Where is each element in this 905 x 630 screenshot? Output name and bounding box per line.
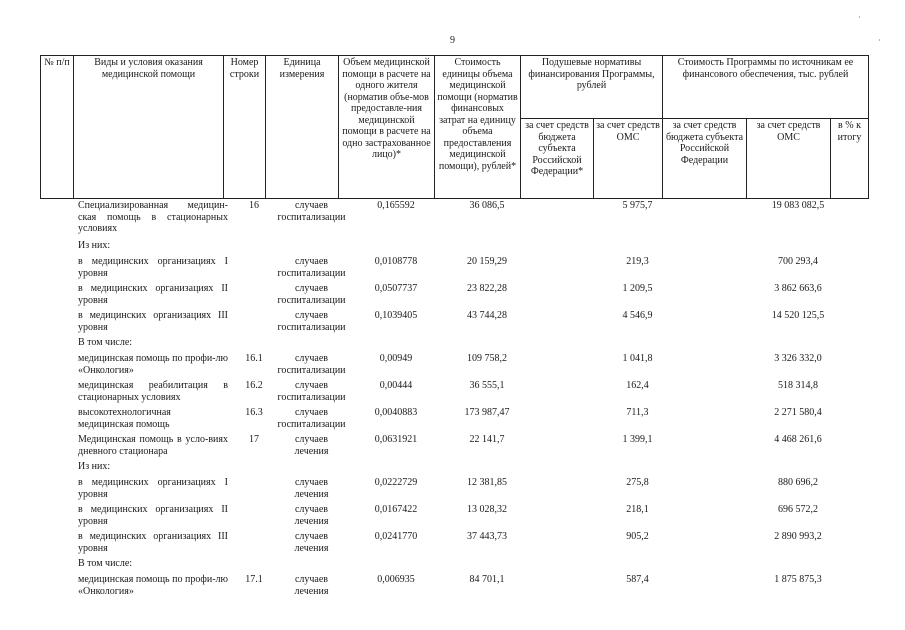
cell-name: в медицинских организациях II уровня xyxy=(78,504,228,527)
cell-name: медицинская реабилитация в стационарных условиях xyxy=(78,380,228,403)
cell-prog-budget xyxy=(672,477,756,504)
cell-pc-oms: 5 975,7 xyxy=(622,200,653,211)
table-rows xyxy=(40,200,878,601)
cell-volume: 0,0040883 xyxy=(374,407,418,418)
cell-prog-oms: 880 696,2 xyxy=(778,477,818,488)
cell-volume xyxy=(348,558,444,574)
table-row xyxy=(40,310,878,337)
cell-pc-oms xyxy=(603,558,672,574)
cell-pc-budget xyxy=(530,477,603,504)
cell-line xyxy=(233,337,275,353)
table-row xyxy=(40,283,878,310)
table-row xyxy=(40,380,878,407)
cell-line xyxy=(233,461,275,477)
cell-prog-pct xyxy=(840,337,878,353)
cell-volume: 0,1039405 xyxy=(374,310,418,321)
cell-prog-budget xyxy=(672,461,756,477)
cell-pc-oms: 587,4 xyxy=(626,574,649,585)
cell-cost: 20 159,29 xyxy=(467,256,507,267)
cell-prog-oms: 3 326 332,0 xyxy=(774,353,822,364)
cell-name: В том числе: xyxy=(78,337,133,348)
table-row xyxy=(40,200,878,240)
cell-cost: 23 822,28 xyxy=(467,283,507,294)
cell-line xyxy=(233,558,275,574)
cell-volume: 0,00444 xyxy=(379,380,413,391)
cell-name: Из них: xyxy=(78,240,111,251)
cell-prog-oms: 696 572,2 xyxy=(778,504,818,515)
cell-prog-budget xyxy=(672,283,756,310)
cell-volume: 0,0167422 xyxy=(374,504,418,515)
cell-unit: случаев госпитализации xyxy=(277,256,346,279)
cell-prog-pct xyxy=(840,461,878,477)
cell-name: Медицинская помощь в усло-виях дневного стационара xyxy=(78,434,228,457)
cell-prog-oms: 1 875 875,3 xyxy=(774,574,822,585)
cell-cost xyxy=(444,337,530,353)
cell-prog-budget xyxy=(672,256,756,283)
cell-line xyxy=(233,477,275,504)
cell-prog-pct xyxy=(840,504,878,531)
cell-prog-budget xyxy=(672,407,756,434)
cell-prog-pct xyxy=(840,407,878,434)
cell-prog-budget xyxy=(672,380,756,407)
cell-name: в медицинских организациях I уровня xyxy=(78,477,228,500)
cell-pc-oms: 162,4 xyxy=(626,380,649,391)
cell-pc-oms: 1 399,1 xyxy=(622,434,653,445)
table-row xyxy=(40,477,878,504)
table-row xyxy=(40,461,878,477)
cell-unit xyxy=(275,337,348,353)
cell-pc-oms: 711,3 xyxy=(626,407,649,418)
cell-line xyxy=(233,283,275,310)
cell-prog-oms xyxy=(756,240,840,256)
cell-unit xyxy=(275,558,348,574)
cell-prog-pct xyxy=(840,531,878,558)
cell-unit: случаев госпитализации xyxy=(277,380,346,403)
header-program-oms: за счет средств ОМС xyxy=(747,119,831,199)
cell-prog-pct xyxy=(840,283,878,310)
cell-cost: 43 744,28 xyxy=(467,310,507,321)
cell-prog-budget xyxy=(672,434,756,461)
cell-volume: 0,006935 xyxy=(377,574,415,585)
cell-cost xyxy=(444,461,530,477)
cell-unit xyxy=(275,461,348,477)
cell-unit: случаев госпитализации xyxy=(277,283,346,306)
cell-volume: 0,0631921 xyxy=(374,434,418,445)
cell-cost: 173 987,47 xyxy=(464,407,510,418)
cell-name: Из них: xyxy=(78,461,111,472)
table-body xyxy=(40,200,878,601)
cell-pc-oms: 905,2 xyxy=(626,531,649,542)
scan-speck: · xyxy=(878,36,881,45)
cell-name: в медицинских организациях II уровня xyxy=(78,283,228,306)
cell-pc-budget xyxy=(530,504,603,531)
cell-volume: 0,00949 xyxy=(379,353,413,364)
cell-prog-budget xyxy=(672,504,756,531)
cell-unit: случаев госпитализации xyxy=(277,200,346,223)
cell-pc-budget xyxy=(530,353,603,380)
cell-unit: случаев госпитализации xyxy=(277,310,346,333)
table-row xyxy=(40,240,878,256)
cell-unit xyxy=(275,240,348,256)
cell-unit: случаев лечения xyxy=(294,531,329,554)
cell-prog-oms: 700 293,4 xyxy=(778,256,818,267)
cell-volume xyxy=(348,337,444,353)
cell-cost: 109 758,2 xyxy=(467,353,507,364)
cell-unit: случаев госпитализации xyxy=(277,407,346,430)
table-row xyxy=(40,353,878,380)
cell-unit: случаев госпитализации xyxy=(277,353,346,376)
cell-pc-budget xyxy=(530,200,603,240)
cell-prog-budget xyxy=(672,240,756,256)
cell-prog-oms: 518 314,8 xyxy=(778,380,818,391)
cell-unit: случаев лечения xyxy=(294,504,329,527)
cell-prog-oms xyxy=(756,461,840,477)
cell-prog-oms: 4 468 261,6 xyxy=(774,434,822,445)
cell-volume: 0,0108778 xyxy=(374,256,418,267)
cell-pc-budget xyxy=(530,461,603,477)
cell-line: 16.2 xyxy=(245,380,263,391)
cell-volume xyxy=(348,240,444,256)
cell-pc-oms: 219,3 xyxy=(626,256,649,267)
cell-cost: 13 028,32 xyxy=(467,504,507,515)
header-percapita: Подушевые нормативы финансирования Программы, рублей xyxy=(521,56,663,119)
cell-cost: 36 086,5 xyxy=(469,200,505,211)
header-unit: Единица измерения xyxy=(266,56,339,199)
header-line: Номер строки xyxy=(224,56,266,199)
cell-name: Специализированная медицин-ская помощь в стационарных условиях xyxy=(78,200,228,234)
cell-pc-oms xyxy=(603,337,672,353)
cell-prog-budget xyxy=(672,531,756,558)
cell-pc-oms: 218,1 xyxy=(626,504,649,515)
cell-prog-pct xyxy=(840,380,878,407)
cell-pc-budget xyxy=(530,337,603,353)
cell-prog-pct xyxy=(840,353,878,380)
cell-prog-pct xyxy=(840,558,878,574)
table-row xyxy=(40,558,878,574)
cell-name: высокотехнологичная медицинская помощь xyxy=(78,407,171,430)
header-num: № п/п xyxy=(41,56,74,199)
cell-cost: 36 555,1 xyxy=(469,380,505,391)
cell-cost: 12 381,85 xyxy=(467,477,507,488)
cell-volume xyxy=(348,461,444,477)
cell-pc-budget xyxy=(530,574,603,601)
header-program-pct: в % к итогу xyxy=(831,119,869,199)
cell-line: 16.3 xyxy=(245,407,263,418)
cell-line xyxy=(233,504,275,531)
table-header xyxy=(40,55,869,199)
cell-prog-pct xyxy=(840,200,878,240)
cell-prog-budget xyxy=(672,574,756,601)
cell-name: в медицинских организациях III уровня xyxy=(78,531,228,554)
cell-cost: 84 701,1 xyxy=(469,574,505,585)
cell-prog-oms: 2 890 993,2 xyxy=(774,531,822,542)
cell-pc-oms xyxy=(603,461,672,477)
cell-name: в медицинских организациях III уровня xyxy=(78,310,228,333)
cell-pc-oms: 1 209,5 xyxy=(622,283,653,294)
cell-prog-oms: 2 271 580,4 xyxy=(774,407,822,418)
cell-line xyxy=(233,256,275,283)
cell-volume: 0,0507737 xyxy=(374,283,418,294)
cell-pc-oms: 275,8 xyxy=(626,477,649,488)
cell-cost: 22 141,7 xyxy=(469,434,505,445)
cell-prog-pct xyxy=(840,310,878,337)
page-number: 9 xyxy=(450,35,455,46)
cell-pc-oms xyxy=(603,240,672,256)
cell-prog-oms: 19 083 082,5 xyxy=(771,200,825,211)
header-volume: Объем медицинской помощи в расчете на одного жителя (норматив объе-мов предоставле-ния медицинской помощи в расчете на одно застрахованное лицо)* xyxy=(339,56,435,199)
cell-prog-budget xyxy=(672,353,756,380)
cell-line xyxy=(233,310,275,337)
scan-speck: · xyxy=(858,13,861,22)
cell-prog-oms xyxy=(756,337,840,353)
cell-prog-oms xyxy=(756,558,840,574)
cell-line: 17.1 xyxy=(245,574,263,585)
cell-line xyxy=(233,240,275,256)
cell-volume: 0,165592 xyxy=(377,200,415,211)
cell-pc-budget xyxy=(530,407,603,434)
cell-pc-budget xyxy=(530,558,603,574)
table-row xyxy=(40,407,878,434)
cell-name: медицинская помощь по профи-лю «Онкология» xyxy=(78,353,228,376)
cell-pc-budget xyxy=(530,434,603,461)
table-row xyxy=(40,504,878,531)
cell-prog-pct xyxy=(840,240,878,256)
cell-prog-pct xyxy=(840,574,878,601)
cell-unit: случаев лечения xyxy=(294,477,329,500)
cell-pc-budget xyxy=(530,283,603,310)
cell-line: 16.1 xyxy=(245,353,263,364)
header-percapita-budget: за счет средств бюджета субъекта Российской Федерации* xyxy=(521,119,594,199)
cell-prog-pct xyxy=(840,434,878,461)
cell-pc-budget xyxy=(530,310,603,337)
cell-prog-budget xyxy=(672,558,756,574)
cell-prog-oms: 3 862 663,6 xyxy=(774,283,822,294)
header-percapita-oms: за счет средств ОМС xyxy=(594,119,663,199)
table-row xyxy=(40,434,878,461)
cell-prog-budget xyxy=(672,337,756,353)
cell-line: 17 xyxy=(249,434,259,445)
table-row xyxy=(40,256,878,283)
cell-volume: 0,0222729 xyxy=(374,477,418,488)
header-program-budget: за счет средств бюджета субъекта Российской Федерации xyxy=(663,119,747,199)
cell-prog-pct xyxy=(840,256,878,283)
cell-line: 16 xyxy=(249,200,259,211)
cell-cost xyxy=(444,240,530,256)
header-program: Стоимость Программы по источникам ее финансового обеспечения, тыс. рублей xyxy=(663,56,869,119)
cell-prog-budget xyxy=(672,310,756,337)
cell-prog-budget xyxy=(672,200,756,240)
cell-pc-budget xyxy=(530,380,603,407)
cell-pc-budget xyxy=(530,256,603,283)
cell-name: в медицинских организациях I уровня xyxy=(78,256,228,279)
cell-unit: случаев лечения xyxy=(294,574,329,597)
cell-volume: 0,0241770 xyxy=(374,531,418,542)
table-row xyxy=(40,337,878,353)
cell-line xyxy=(233,531,275,558)
cell-name: В том числе: xyxy=(78,558,133,569)
cell-cost xyxy=(444,558,530,574)
cell-pc-budget xyxy=(530,240,603,256)
header-cost: Стоимость единицы объема медицинской помощи (норматив финансовых затрат на единицу объема предоставления медицинской помощи), рублей* xyxy=(435,56,521,199)
header-kind: Виды и условия оказания медицинской помощи xyxy=(74,56,224,199)
table-row xyxy=(40,531,878,558)
cell-pc-oms: 1 041,8 xyxy=(622,353,653,364)
cell-pc-oms: 4 546,9 xyxy=(622,310,653,321)
cell-unit: случаев лечения xyxy=(294,434,329,457)
cell-prog-pct xyxy=(840,477,878,504)
cell-prog-oms: 14 520 125,5 xyxy=(771,310,825,321)
cell-name: медицинская помощь по профи-лю «Онкология» xyxy=(78,574,228,597)
table-row xyxy=(40,574,878,601)
cell-cost: 37 443,73 xyxy=(467,531,507,542)
cell-pc-budget xyxy=(530,531,603,558)
